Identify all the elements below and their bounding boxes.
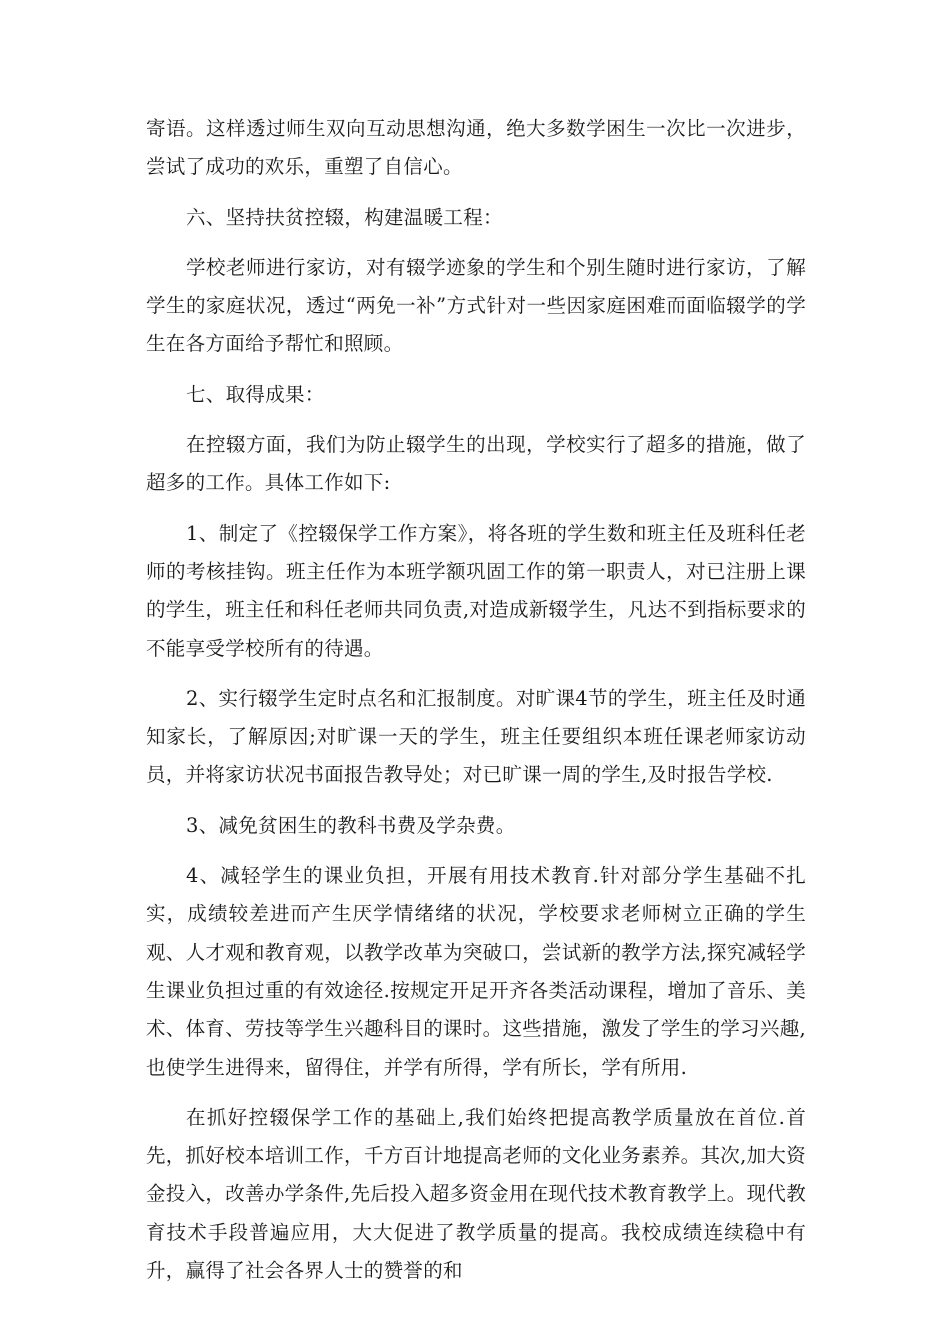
document-body xyxy=(146,110,806,1302)
paragraph-item-3: 3、减免贫困生的教科书费及学杂费。 xyxy=(186,813,516,837)
paragraph-teaching-quality: 在抓好控辍保学工作的基础上,我们始终把提高教学质量放在首位.首先，抓好校本培训工作，千方百计地提高老师的文化业务素养。其次,加大资金投入，改善办学条件,先后投入超多资金用在现代技术教育教学上。现代教育技术手段普遍应用，大大促进了教学质量的提高。我校成绩连续稳中有升，赢得了社会各界人士的赞誉的和 xyxy=(146,1105,806,1283)
section-heading-six: 六、坚持扶贫控辍，构建温暖工程： xyxy=(186,205,503,229)
paragraph-dropout-measures: 在控辍方面，我们为防止辍学生的出现，学校实行了超多的措施，做了超多的工作。具体工作如下: xyxy=(146,433,806,495)
section-heading-seven: 七、取得成果： xyxy=(186,382,325,406)
paragraph-home-visits: 学校老师进行家访，对有辍学迹象的学生和个别生随时进行家访，了解学生的家庭状况，透过“两免一补”方式针对一些因家庭困难而面临辍学的学生在各方面给予帮忙和照顾。 xyxy=(146,255,806,356)
paragraph-item-4: 4、减轻学生的课业负担，开展有用技术教育.针对部分学生基础不扎实，成绩较差进而产生厌学情绪绪的状况，学校要求老师树立正确的学生观、人才观和教育观，以教学改革为突破口，尝试新的教学方法,探究减轻学生课业负担过重的有效途径.按规定开足开齐各类活动课程，增加了音乐、美术、体育、劳技等学生兴趣科目的课时。这些措施，激发了学生的学习兴趣,也使学生进得来，留得住，并学有所得，学有所长，学有所用. xyxy=(146,864,806,1079)
paragraph-continuation: 寄语。这样透过师生双向互动思想沟通，绝大多数学困生一次比一次进步，尝试了成功的欢乐，重塑了自信心。 xyxy=(146,117,806,179)
paragraph-item-2: 2、实行辍学生定时点名和汇报制度。对旷课4节的学生，班主任及时通知家长，了解原因;对旷课一天的学生，班主任要组织本班任课老师家访动员，并将家访状况书面报告教导处；对已旷课一周的学生,及时报告学校. xyxy=(146,686,806,787)
paragraph-item-1: 1、制定了《控辍保学工作方案》，将各班的学生数和班主任及班科任老师的考核挂钩。班主任作为本班学额巩固工作的第一职责人，对已注册上课的学生，班主任和科任老师共同负责,对造成新辍学生，凡达不到指标要求的不能享受学校所有的待遇。 xyxy=(146,521,806,660)
